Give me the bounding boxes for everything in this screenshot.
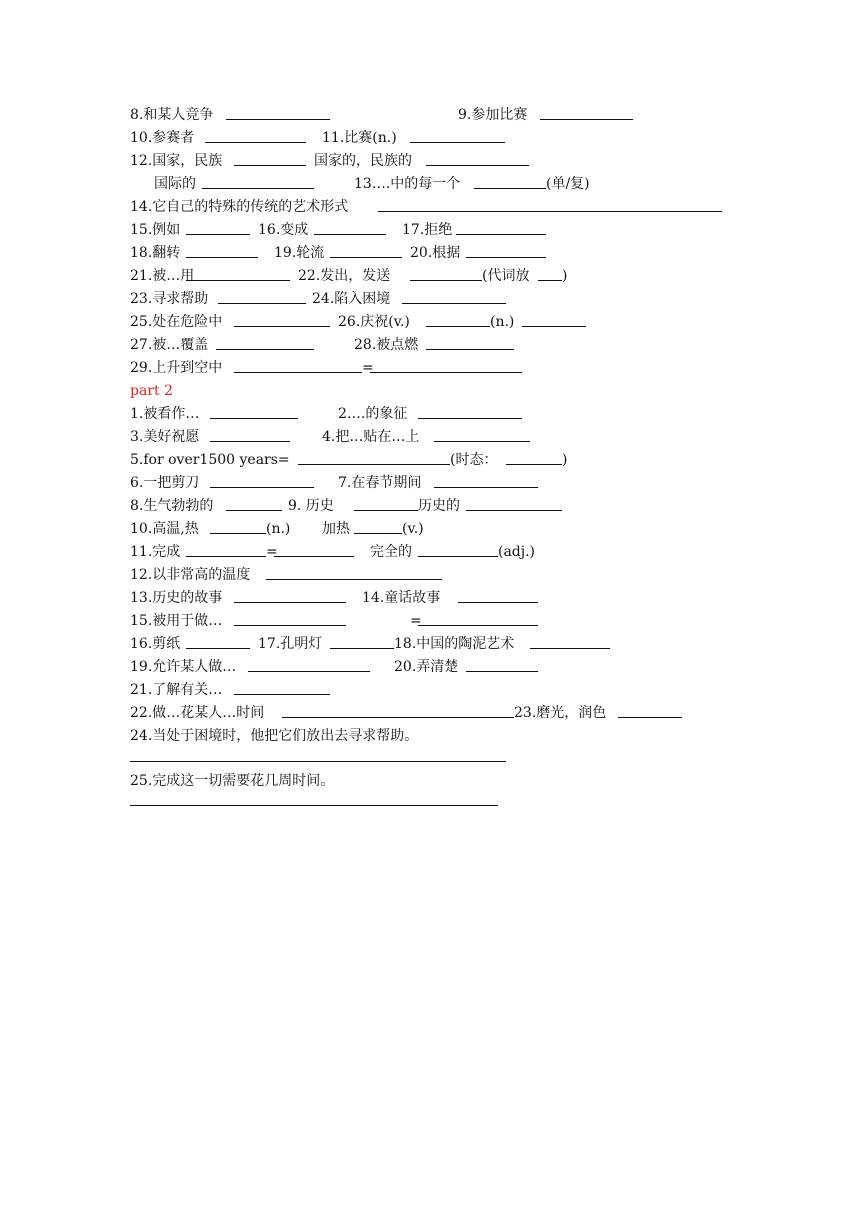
item-14-blank[interactable] [378,196,722,212]
p2-item-10-note-v: (v.) [402,521,424,537]
item-14-label: 14.它自己的特殊的传统的艺术形式 [130,199,349,215]
p2-item-22-blank[interactable] [282,702,514,718]
item-28-blank[interactable] [426,334,514,350]
p2-item-9-blank-a[interactable] [354,495,418,511]
p2-item-6-label: 6.一把剪刀 [130,475,200,491]
item-22-note-close: ) [562,268,568,284]
p2-item-22-label: 22.做…花某人…时间 [130,705,265,721]
p2-item-17-blank[interactable] [330,633,394,649]
item-22-label: 22.发出，发送 [298,268,391,284]
item-25-label: 25.处在危险中 [130,314,223,330]
item-19-label: 19.轮流 [274,245,325,261]
item-20-label: 20.根据 [410,245,461,261]
item-29-blank-b[interactable] [370,357,522,373]
item-12-blank-c[interactable] [202,173,314,189]
item-28-label: 28.被点燃 [354,337,419,353]
item-22-blank[interactable] [410,265,482,281]
item-10-blank[interactable] [205,127,306,143]
p2-item-21-label: 21.了解有关… [130,682,223,698]
item-16-label: 16.变成 [258,222,309,238]
p2-item-25-answer-line[interactable] [130,805,498,806]
item-29-blank-a[interactable] [234,357,362,373]
item-8-blank[interactable] [226,104,330,120]
item-26-label: 26.庆祝(v.) [338,314,410,330]
item-26-note: (n.) [490,314,515,330]
p2-item-10-blank-b[interactable] [354,518,402,534]
p2-item-10-label: 10.高温,热 [130,521,199,537]
item-26-blank-b[interactable] [522,311,586,327]
p2-item-15-blank-a[interactable] [234,610,346,626]
p2-item-10-blank-a[interactable] [210,518,266,534]
p2-item-3-blank[interactable] [210,426,290,442]
p2-item-18-blank[interactable] [530,633,610,649]
item-24-blank[interactable] [402,288,506,304]
item-11-blank[interactable] [410,127,505,143]
item-9-blank[interactable] [540,104,633,120]
section-heading-part-2: part 2 [130,383,173,399]
p2-item-8-blank[interactable] [226,495,282,511]
p2-item-10-note-n: (n.) [266,521,291,537]
item-21-label: 21.被…用 [130,268,195,284]
p2-item-23-label: 23.磨光，润色 [514,705,607,721]
item-13-blank[interactable] [474,173,546,189]
p2-item-5-label: 5.for over1500 years= [130,452,290,468]
p2-item-15-blank-b[interactable] [418,610,538,626]
p2-item-11-label: 11.完成 [130,544,181,560]
item-13-note: (单/复) [546,176,590,192]
p2-item-5-note-close: ) [562,452,568,468]
item-18-label: 18.翻转 [130,245,181,261]
item-12-blank-b[interactable] [426,150,529,166]
p2-item-19-label: 19.允许某人做… [130,659,237,675]
p2-item-5-note: (时态： [450,452,498,468]
p2-item-25-label: 25.完成这一切需要花几周时间。 [130,773,335,789]
item-24-label: 24.陷入困境 [312,291,391,307]
item-29-label: 29.上升到空中 [130,360,223,376]
p2-item-1-label: 1.被看作… [130,406,200,422]
item-15-label: 15.例如 [130,222,181,238]
item-18-blank[interactable] [186,242,258,258]
item-29-equals: = [362,360,374,376]
p2-item-24-label: 24.当处于困境时，他把它们放出去寻求帮助。 [130,728,419,744]
item-23-blank[interactable] [218,288,306,304]
item-16-blank[interactable] [314,219,386,235]
item-23-label: 23.寻求帮助 [130,291,209,307]
item-12-label-a: 12.国家，民族 [130,153,223,169]
p2-item-17-label: 17.孔明灯 [258,636,323,652]
item-13-label: 13….中的每一个 [354,176,461,192]
item-9-label: 9.参加比赛 [458,107,528,123]
item-22-note: (代词放 [482,268,530,284]
p2-item-20-label: 20.弄清楚 [394,659,459,675]
p2-item-5-note-blank[interactable] [506,449,562,465]
p2-item-11-label-b: 完全的 [370,544,412,560]
p2-item-6-blank[interactable] [210,472,314,488]
p2-item-13-label: 13.历史的故事 [130,590,223,606]
p2-item-14-label: 14.童话故事 [362,590,441,606]
item-11-label: 11.比赛(n.) [322,130,397,146]
p2-item-23-blank[interactable] [618,702,682,718]
p2-item-7-label: 7.在春节期间 [338,475,422,491]
p2-item-11-blank-c[interactable] [418,541,498,557]
item-22-note-blank[interactable] [538,265,562,281]
p2-item-7-blank[interactable] [434,472,538,488]
p2-item-9-label: 9. 历史 [288,498,334,514]
item-27-blank[interactable] [216,334,314,350]
p2-item-16-blank[interactable] [186,633,250,649]
item-12-label-b: 国家的，民族的 [314,153,412,169]
item-12-label-c: 国际的 [154,176,196,192]
p2-item-9-label-b: 历史的 [418,498,460,514]
p2-item-12-label: 12.以非常高的温度 [130,567,251,583]
p2-item-11-note: (adj.) [498,544,536,560]
item-20-blank[interactable] [466,242,546,258]
p2-item-10-label-b: 加热 [322,521,350,537]
p2-item-4-blank[interactable] [434,426,530,442]
p2-item-20-blank[interactable] [466,656,538,672]
p2-item-8-label: 8.生气勃勃的 [130,498,214,514]
item-26-blank-a[interactable] [426,311,490,327]
item-10-label: 10.参赛者 [130,130,195,146]
p2-item-11-blank-a[interactable] [186,541,266,557]
p2-item-14-blank[interactable] [458,587,538,603]
p2-item-11-blank-b[interactable] [274,541,354,557]
item-12-blank-a[interactable] [234,150,306,166]
p2-item-2-blank[interactable] [418,403,522,419]
item-8-label: 8.和某人竞争 [130,107,214,123]
p2-item-16-label: 16.剪纸 [130,636,181,652]
item-17-blank[interactable] [456,219,546,235]
item-15-blank[interactable] [186,219,250,235]
item-25-blank[interactable] [234,311,330,327]
p2-item-4-label: 4.把…贴在…上 [322,429,420,445]
p2-item-15-label: 15.被用于做… [130,613,223,629]
p2-item-1-blank[interactable] [210,403,298,419]
p2-item-3-label: 3.美好祝愿 [130,429,200,445]
item-21-blank[interactable] [186,265,290,281]
p2-item-15-equals: = [410,613,422,629]
item-27-label: 27.被…覆盖 [130,337,209,353]
p2-item-9-blank-b[interactable] [466,495,562,511]
p2-item-13-blank[interactable] [234,587,346,603]
p2-item-18-label: 18.中国的陶泥艺术 [394,636,515,652]
p2-item-12-blank[interactable] [266,564,442,580]
p2-item-5-blank[interactable] [298,449,450,465]
p2-item-2-label: 2….的象征 [338,406,408,422]
p2-item-21-blank[interactable] [234,679,330,695]
p2-item-19-blank[interactable] [248,656,370,672]
item-19-blank[interactable] [330,242,402,258]
p2-item-24-answer-line[interactable] [130,761,506,762]
item-17-label: 17.拒绝 [402,222,453,238]
p2-item-11-equals: = [266,544,278,560]
